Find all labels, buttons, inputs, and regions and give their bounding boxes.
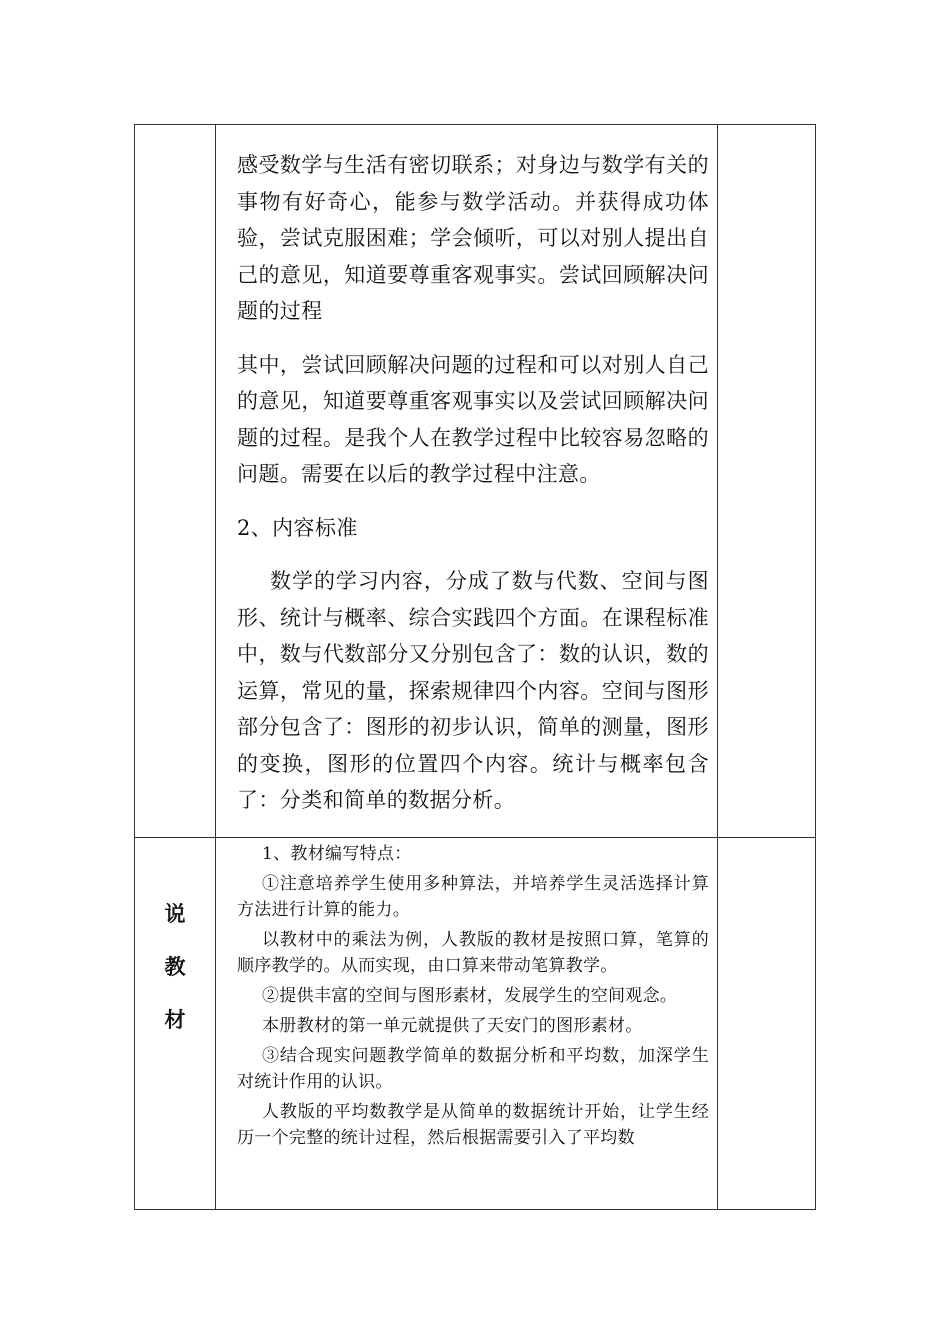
column-divider-2 [717,125,718,1209]
paragraph-feature-3: ③结合现实问题教学简单的数据分析和平均数，加深学生对统计作用的认识。 [237,1046,709,1092]
label-char-1: 说 [164,902,186,926]
upper-content-cell [227,147,717,819]
lesson-table [134,124,816,1210]
paragraph-reflection: 其中，尝试回顾解决问题的过程和可以对别人自己的意见，知道要尊重客观事实以及尝试回顾解决问题的过程。是我个人在教学过程中比较容易忽略的问题。需要在以后的教学过程中注意。 [237,352,709,486]
section-label-textbook [135,888,215,1047]
paragraph-content-standard: 数学的学习内容，分成了数与代数、空间与图形、统计与概率、综合实践四个方面。在课程标准中，数与代数部分又分别包含了：数的认识，数的运算，常见的量，探索规律四个内容。空间与图形部分包含了：图形的初步认识，简单的测量，图形的变换，图形的位置四个内容。统计与概率包含了：分类和简单的数据分析。 [237,569,709,812]
paragraph-feature-2: ②提供丰富的空间与图形素材，发展学生的空间观念。 [262,986,678,1006]
paragraph-feature-2-example: 本册教材的第一单元就提供了天安门的图形素材。 [262,1016,643,1036]
lower-content-cell [227,841,717,1151]
paragraph-feature-1: ①注意培养学生使用多种算法，并培养学生灵活选择计算方法进行计算的能力。 [237,874,709,920]
heading-content-standard: 2、内容标准 [237,515,358,540]
heading-textbook-features: 1、教材编写特点： [262,844,412,864]
label-char-3: 材 [164,1008,186,1032]
label-char-2: 教 [164,955,186,979]
paragraph-feature-3-example: 人教版的平均数教学是从简单的数据统计开始，让学生经历一个完整的统计过程，然后根据需要引入了平均数 [237,1102,709,1148]
paragraph-feature-1-example: 以教材中的乘法为例，人教版的教材是按照口算，笔算的顺序教学的。从而实现，由口算来带动笔算教学。 [237,930,709,976]
column-divider-1 [215,125,216,1209]
paragraph-goals: 感受数学与生活有密切联系；对身边与数学有关的事物有好奇心，能参与数学活动。并获得成功体验，尝试克服困难；学会倾听，可以对别人提出自己的意见，知道要尊重客观事实。尝试回顾解决问题的过程 [237,153,709,323]
row-divider [135,837,815,838]
